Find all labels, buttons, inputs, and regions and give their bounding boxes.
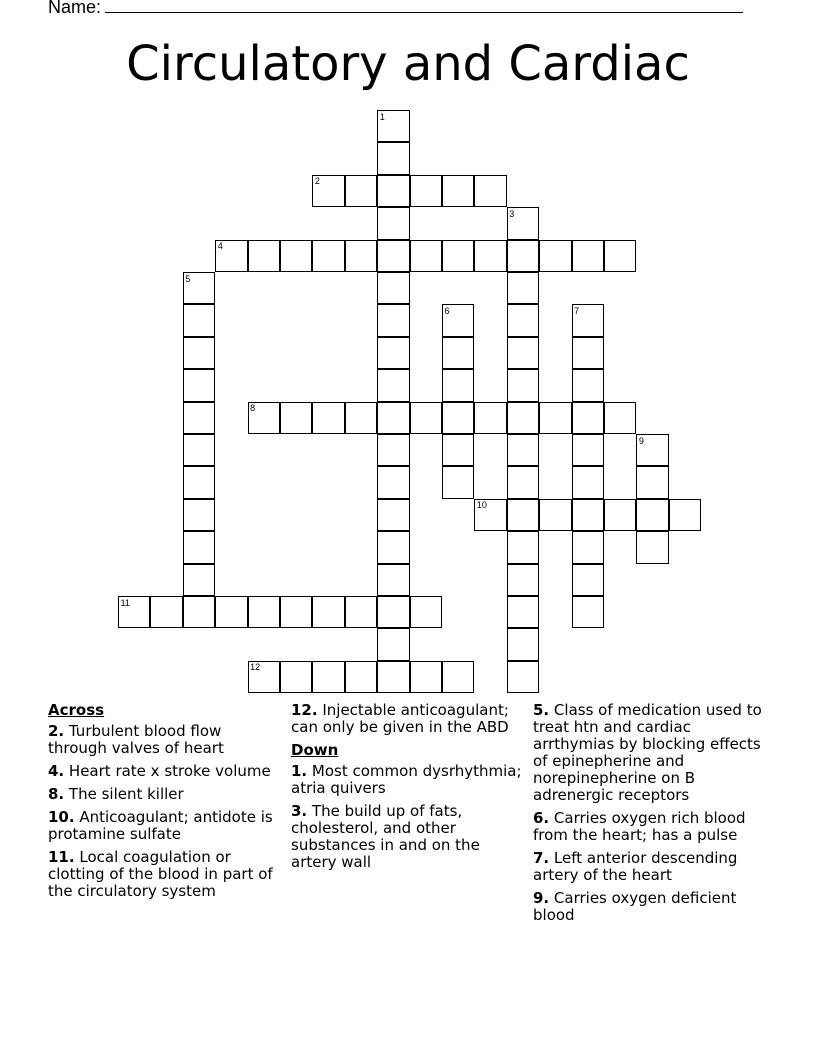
crossword-cell[interactable] (280, 661, 312, 693)
crossword-cell[interactable] (377, 272, 409, 304)
crossword-cell[interactable] (377, 564, 409, 596)
crossword-cell[interactable] (312, 240, 344, 272)
clue-across-12 (291, 702, 527, 736)
clue-text: Most common dysrhythmia; atria quivers (291, 762, 522, 797)
crossword-cell[interactable] (572, 531, 604, 563)
crossword-cell[interactable] (183, 402, 215, 434)
crossword-cell[interactable] (183, 337, 215, 369)
crossword-cell[interactable] (410, 596, 442, 628)
clue-text: Class of medication used to treat htn and cardiac arrthymias by blocking effects of epinepherine and norepinepherine on B adrenergic receptors (533, 701, 762, 804)
crossword-cell[interactable] (507, 240, 539, 272)
crossword-cell[interactable] (410, 402, 442, 434)
clue-number: 9. (533, 889, 550, 907)
clue-number: 2. (48, 722, 65, 740)
crossword-cell[interactable] (442, 369, 474, 401)
clue-text: Anticoagulant; antidote is protamine sulfate (48, 808, 273, 843)
crossword-cell[interactable] (507, 661, 539, 693)
crossword-cell[interactable] (442, 402, 474, 434)
crossword-cell[interactable] (442, 661, 474, 693)
clue-number-label: 4 (217, 241, 223, 252)
crossword-cell[interactable] (280, 402, 312, 434)
clue-number: 3. (291, 802, 308, 820)
crossword-cell[interactable] (507, 499, 539, 531)
crossword-cell[interactable] (377, 369, 409, 401)
crossword-cell[interactable] (410, 175, 442, 207)
clue-number-label: 8 (250, 403, 256, 414)
page-title: Circulatory and Cardiac (126, 36, 690, 92)
clue-number-label: 6 (444, 305, 450, 316)
clue-number: 11. (48, 848, 75, 866)
crossword-cell[interactable] (442, 175, 474, 207)
crossword-cell[interactable] (507, 369, 539, 401)
across-heading: Across (48, 701, 105, 719)
clue-text: Carries oxygen deficient blood (533, 889, 737, 924)
crossword-cell[interactable] (539, 402, 571, 434)
clue-number-label: 12 (250, 662, 261, 673)
crossword-cell[interactable] (507, 564, 539, 596)
crossword-cell[interactable] (636, 531, 668, 563)
crossword-cell[interactable] (183, 596, 215, 628)
crossword-cell[interactable] (377, 175, 409, 207)
crossword-cell[interactable] (248, 596, 280, 628)
crossword-cell[interactable] (377, 207, 409, 239)
crossword-cell[interactable] (604, 240, 636, 272)
clue-down-6 (533, 810, 769, 844)
clue-text: Carries oxygen rich blood from the heart; has a pulse (533, 809, 746, 844)
crossword-cell[interactable] (507, 272, 539, 304)
clue-across-10 (48, 809, 284, 843)
crossword-cell[interactable] (183, 434, 215, 466)
clue-number: 10. (48, 808, 75, 826)
crossword-cell[interactable] (183, 564, 215, 596)
name-blank[interactable] (105, 0, 743, 13)
clue-down-3 (291, 803, 527, 871)
crossword-cell[interactable] (377, 337, 409, 369)
crossword-cell[interactable] (377, 628, 409, 660)
clue-text: Heart rate x stroke volume (68, 762, 271, 780)
crossword-cell[interactable] (539, 240, 571, 272)
crossword-cell[interactable] (474, 240, 506, 272)
crossword-cell[interactable] (183, 499, 215, 531)
crossword-cell[interactable] (150, 596, 182, 628)
clue-number-label: 3 (509, 208, 515, 219)
crossword-cell[interactable] (507, 304, 539, 336)
crossword-cell[interactable] (474, 402, 506, 434)
clue-column-1 (48, 702, 284, 906)
crossword-cell[interactable] (345, 175, 377, 207)
crossword-cell[interactable] (377, 661, 409, 693)
crossword-cell[interactable] (377, 240, 409, 272)
crossword-cell[interactable] (539, 499, 571, 531)
clue-text: Left anterior descending artery of the heart (533, 849, 738, 884)
clue-down-7 (533, 850, 769, 884)
crossword-cell[interactable] (377, 402, 409, 434)
crossword-cell[interactable] (377, 466, 409, 498)
crossword-cell[interactable] (507, 466, 539, 498)
crossword-cell[interactable] (410, 661, 442, 693)
clue-number-label: 5 (185, 273, 191, 284)
crossword-cell[interactable] (636, 466, 668, 498)
crossword-cell[interactable] (572, 369, 604, 401)
crossword-cell[interactable] (345, 596, 377, 628)
crossword-cell[interactable] (572, 402, 604, 434)
crossword-cell[interactable] (604, 499, 636, 531)
clue-across-4 (48, 763, 284, 780)
crossword-cell[interactable] (442, 434, 474, 466)
clue-down-1 (291, 763, 527, 797)
clue-across-8 (48, 786, 284, 803)
crossword-cell[interactable] (442, 466, 474, 498)
clue-column-2 (291, 702, 527, 877)
crossword-cell[interactable] (215, 596, 247, 628)
crossword-cell[interactable] (312, 596, 344, 628)
crossword-cell[interactable] (345, 402, 377, 434)
crossword-cell[interactable] (572, 564, 604, 596)
clue-text: Local coagulation or clotting of the blood in part of the circulatory system (48, 848, 273, 900)
clue-text: Injectable anticoagulant; can only be given in the ABD (291, 701, 509, 736)
crossword-cell[interactable] (377, 596, 409, 628)
clue-text: The build up of fats, cholesterol, and other substances in and on the artery wall (291, 802, 480, 871)
clue-down-5 (533, 702, 769, 804)
crossword-cell[interactable] (507, 402, 539, 434)
crossword-cell[interactable] (669, 499, 701, 531)
name-line[interactable] (48, 0, 743, 18)
crossword-cell[interactable] (183, 466, 215, 498)
name-label: Name: (48, 0, 102, 17)
crossword-cell[interactable] (604, 402, 636, 434)
crossword-cell[interactable] (377, 531, 409, 563)
clue-number-label: 11 (120, 597, 130, 608)
clue-number: 12. (291, 701, 318, 719)
crossword-cell[interactable] (345, 240, 377, 272)
crossword-cell[interactable] (280, 596, 312, 628)
clue-down-9 (533, 890, 769, 924)
crossword-cell[interactable] (507, 628, 539, 660)
crossword-cell[interactable] (474, 175, 506, 207)
down-heading: Down (291, 741, 339, 759)
clue-number-label: 2 (314, 176, 320, 187)
clue-number: 7. (533, 849, 550, 867)
clue-across-11 (48, 849, 284, 900)
crossword-cell[interactable] (312, 661, 344, 693)
crossword-cell[interactable] (377, 142, 409, 174)
crossword-cell[interactable] (572, 240, 604, 272)
clue-number: 5. (533, 701, 550, 719)
crossword-cell[interactable] (377, 304, 409, 336)
crossword-cell[interactable] (572, 499, 604, 531)
clue-text: Turbulent blood flow through valves of heart (48, 722, 224, 757)
crossword-cell[interactable] (183, 531, 215, 563)
crossword-cell[interactable] (442, 240, 474, 272)
clue-number: 4. (48, 762, 65, 780)
crossword-cell[interactable] (183, 369, 215, 401)
clue-number-label: 1 (379, 111, 385, 122)
clue-number: 8. (48, 785, 65, 803)
crossword-cell[interactable] (572, 596, 604, 628)
crossword-cell[interactable] (312, 402, 344, 434)
clue-text: The silent killer (68, 785, 184, 803)
crossword-cell[interactable] (183, 304, 215, 336)
crossword-cell[interactable] (442, 337, 474, 369)
crossword-cell[interactable] (572, 466, 604, 498)
crossword-cell[interactable] (345, 661, 377, 693)
crossword-cell[interactable] (377, 434, 409, 466)
clue-column-3 (533, 702, 769, 930)
crossword-cell[interactable] (636, 499, 668, 531)
clue-number: 6. (533, 809, 550, 827)
crossword-cell[interactable] (572, 337, 604, 369)
crossword-cell[interactable] (410, 240, 442, 272)
crossword-cell[interactable] (248, 240, 280, 272)
crossword-cell[interactable] (507, 337, 539, 369)
clue-number-label: 9 (638, 435, 644, 446)
clue-number-label: 7 (574, 305, 580, 316)
crossword-cell[interactable] (507, 434, 539, 466)
clue-number-label: 10 (476, 500, 487, 511)
crossword-cell[interactable] (280, 240, 312, 272)
crossword-cell[interactable] (572, 434, 604, 466)
clue-across-2 (48, 723, 284, 757)
clue-number: 1. (291, 762, 308, 780)
crossword-cell[interactable] (377, 499, 409, 531)
crossword-cell[interactable] (507, 531, 539, 563)
crossword-cell[interactable] (507, 596, 539, 628)
